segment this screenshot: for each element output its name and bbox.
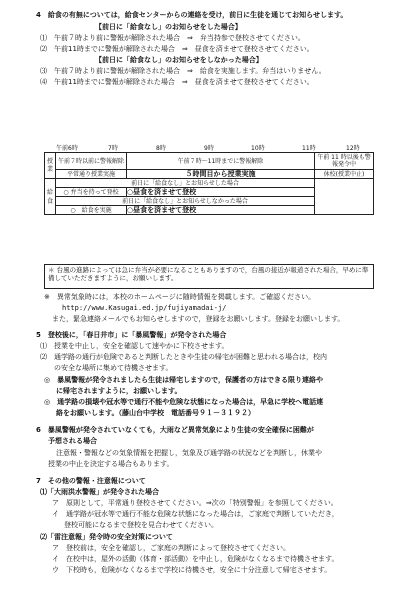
not-notified-no-lunch: 前日に「給食なし」とお知らせしなかった場合 bbox=[56, 197, 315, 206]
fifth-period-class: ５時間目から授業実施 bbox=[127, 170, 315, 179]
cell-7-11: 午前７時〜11時までに警報解除 bbox=[127, 153, 315, 170]
case-1: ⑴ 午前７時より前に警報が解除された場合 ⇒ 弁当持参で登校させてください。 bbox=[40, 34, 305, 42]
heavy-rain-heading: ⑴「大雨洪水警報」が発令された場合 bbox=[40, 488, 159, 496]
sec6-line-1: 注意報・警報などの気象情報を把握し，気象及び通学路の状況などを判断し，休業や bbox=[56, 449, 322, 457]
thunder-u: ウ 下校時も，危険がなくなるまで学校に待機させ，安全に十分注意して帰宅させます。 bbox=[52, 566, 332, 574]
thunder-i: イ 在校中は，屋外の活動（体育・部活動）を中止し，危険がなくなるまで待機させます。 bbox=[52, 555, 339, 563]
section-6-title-2: 予想される場合 bbox=[48, 437, 97, 445]
typhoon-note: ＊ 台風の進路によっては急に弁当が必要になることもありますので，台風の接近が報道された場合，早めに準備していただきますように，お願いします。 bbox=[44, 264, 374, 289]
hour-6: 午前6時 bbox=[56, 145, 78, 152]
empty-cell bbox=[315, 197, 374, 206]
jugyo-label: 授業 bbox=[45, 153, 56, 179]
thunder-heading: ⑵「雷注意報」発令時の安全対策について bbox=[40, 533, 173, 541]
empty-cell bbox=[315, 206, 374, 215]
lunch-served: ○ 給食を実施 bbox=[56, 206, 127, 215]
timetable bbox=[44, 152, 374, 215]
case-3: ⑶ 午前７時より前に警報が解除された場合 ⇒ 給食を実施します。弁当はいりません。 bbox=[40, 67, 326, 75]
hour-8: 8時 bbox=[156, 145, 166, 152]
section-7-title: 7 その他の警報・注意報について bbox=[36, 477, 146, 485]
sec5-line-4: ◎ 暴風警報が発令されましたら生徒は帰宅しますので，保護者の方はできる限り連絡や bbox=[44, 376, 323, 384]
prev-no-lunch-heading: 【前日に「給食なし」のお知らせをした場合】 bbox=[95, 23, 242, 31]
sec5-line-1: ⑴ 授業を中止し，安全を確認して速やかに下校させます。 bbox=[40, 342, 229, 350]
hour-11: 11時 bbox=[302, 145, 316, 152]
bring-bento: ○ 弁当を持って登校 bbox=[56, 188, 127, 197]
timetable-hours bbox=[44, 143, 374, 152]
kyushoku-label: 給食 bbox=[45, 179, 56, 215]
cell-after-11: 午前 11 時以後も警報発令中 bbox=[315, 153, 374, 170]
school-closed: 休校(授業中止) bbox=[315, 170, 374, 179]
hour-9: 9時 bbox=[204, 145, 214, 152]
lunch-before-school-1: ○昼食を済ませて登校 bbox=[127, 188, 315, 197]
thunder-a: ア 登校前は，安全を確認し，ご家庭の判断によって登校させてください。 bbox=[52, 544, 290, 552]
section-6-title: 6 暴風警報が発令されていなくても，大雨など異常気象により生徒の安全確保に困難が bbox=[36, 426, 314, 434]
sec6-line-2: 授業の中止を決定する場合もあります。 bbox=[48, 460, 174, 468]
empty-cell bbox=[315, 188, 374, 197]
hour-7: 7時 bbox=[108, 145, 118, 152]
school-website-link[interactable]: http://www.Kasugai.ed.jp/fujiyamadai-j/ bbox=[62, 304, 227, 312]
normal-class: 平常通り授業実施 bbox=[56, 170, 127, 179]
heavy-rain-i-1: イ 通学路が冠水等で通行不能な危険な状態になった場合は，ご家庭で判断していただき， bbox=[52, 510, 339, 518]
lunch-before-school-2: ○昼食を済ませて登校 bbox=[127, 206, 315, 215]
heavy-rain-a: ア 原則として，平常通り登校させてください。⇒次の「特別警報」を参照してください。 bbox=[52, 499, 338, 507]
email-notice: また，緊急連絡メールでもお知らせしますので，登録をお願いします。登録をお願いします。 bbox=[52, 315, 345, 323]
case-2: ⑵ 午前11時までに警報が解除された場合 ⇒ 昼食を済ませて登校させてください。 bbox=[40, 45, 314, 53]
sec5-line-3: の安全な場所に集めて待機させます。 bbox=[54, 364, 173, 372]
heavy-rain-i-2: 登校可能になるまで登校を見合わせてください。 bbox=[64, 521, 218, 529]
section-4-title: 4 給食の有無については，給食センターからの連絡を受け，前日に生徒を通じてお知らせします。 bbox=[36, 11, 348, 19]
website-notice: ※ 異常気象時には，本校のホームページに随時情報を掲載します。ご確認ください。 bbox=[44, 293, 316, 301]
case-4: ⑷ 午前11時までに警報が解除された場合 ⇒ 昼食を済ませて登校させてください。 bbox=[40, 78, 314, 86]
sec5-line-7: 絡をお願いします。（藤山台中学校 電話番号９１－３１９２） bbox=[56, 409, 255, 417]
hour-10: 10時 bbox=[251, 145, 265, 152]
sec5-line-6: ◎ 通学路の損壊や冠水等で通行不能や危険な状態になった場合は，早急に学校へ電話連 bbox=[44, 398, 324, 406]
sec5-line-2: ⑵ 通学路の通行が危険であると判断したときや生徒の帰宅が困難と思われる場合は，校内 bbox=[40, 353, 327, 361]
cell-before-7: 午前７時以前に警報解除 bbox=[56, 153, 127, 170]
empty-cell bbox=[315, 179, 374, 188]
prev-no-notice-heading: 【前日に「給食なし」のお知らせをしなかった場合】 bbox=[95, 56, 263, 64]
sec5-line-5: に帰宅されますように，お願いします。 bbox=[56, 387, 182, 395]
section-5-title: 5 登校後に，「春日井市」に「暴風警報」が発令された場合 bbox=[36, 331, 227, 339]
hour-12: 12時 bbox=[346, 145, 360, 152]
notified-no-lunch: 前日に「給食なし」とお知らせした場合 bbox=[56, 179, 315, 188]
